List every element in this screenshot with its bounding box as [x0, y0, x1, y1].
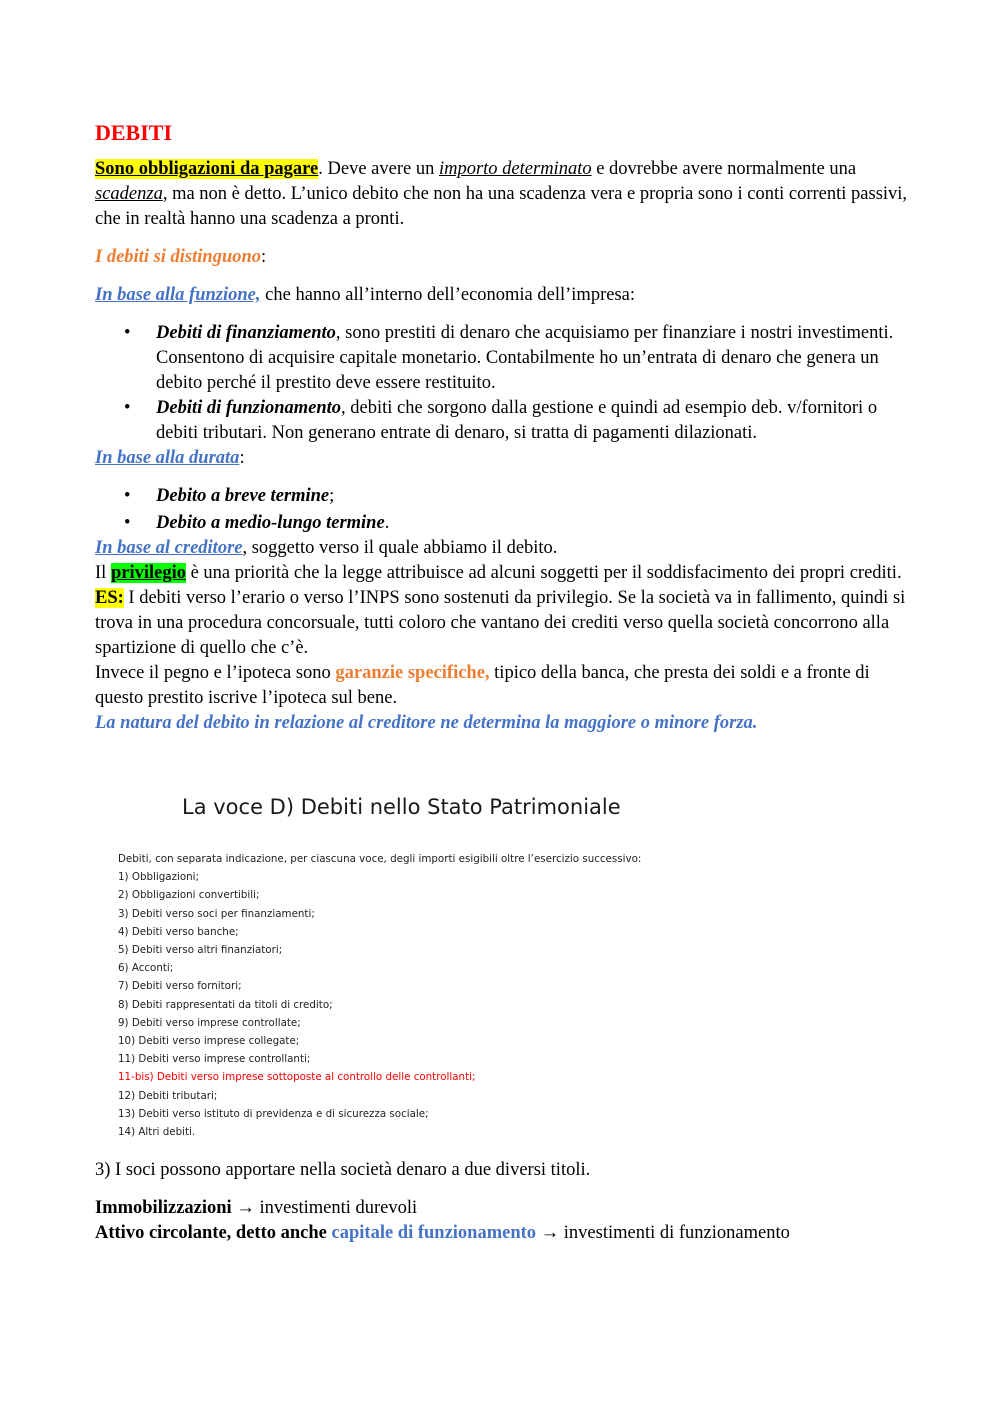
durata-label: In base alla durata	[95, 448, 240, 468]
attivo-line: Attivo circolante, detto anche capitale di funzionamento → investimenti di funzionamento	[95, 1223, 790, 1243]
distinguono-label: I debiti si distinguono	[95, 247, 262, 267]
creditore-heading: In base al creditore, soggetto verso il quale abbiamo il debito.	[95, 538, 558, 558]
importo-term: importo determinato	[438, 159, 592, 179]
arrow-right-icon: →	[540, 1223, 560, 1243]
scadenza-term: scadenza	[95, 184, 163, 204]
bullet-icon: •	[124, 323, 131, 343]
list-item: 12) Debiti tributari;	[118, 1089, 218, 1102]
stato-patrimoniale-image	[118, 792, 678, 1141]
bullet-icon: •	[124, 513, 131, 533]
privilegio-paragraph: Il privilegio è una priorità che la legge attribuisce ad alcuni soggetti per il soddisfacimento dei propri crediti. ES: I debiti verso l’erario o verso l’INPS sono sostenuti da privilegio. Se la società va in fallimento, quindi si trova in una procedura concorsuale, tutti coloro che vantano dei crediti verso quella società concorrono alla spartizione di quello che c’è.	[95, 563, 906, 658]
list-item: • Debito a medio-lungo termine.	[156, 511, 915, 536]
list-item: 6) Acconti;	[118, 962, 174, 975]
durata-list	[95, 484, 915, 536]
list-item: 14) Altri debiti.	[118, 1126, 196, 1139]
intro-paragraph: Sono obbligazioni da pagare. Deve avere un importo determinato e dovrebbe avere normalmente una scadenza, ma non è detto. L’unico debito che non ha una scadenza vera e propria sono i conti correnti passivi, che in realtà hanno una scadenza a pronti.	[95, 159, 908, 229]
bullet-icon: •	[124, 398, 131, 418]
page-title: DEBITI	[95, 120, 173, 145]
garanzie-term: garanzie specifiche,	[335, 663, 490, 683]
list-item: • Debiti di finanziamento, sono prestiti di denaro che acquisiamo per finanziare i nostri investimenti. Consentono di acquisire capitale monetario. Contabilmente ho un’entrata di denaro che genera un debito perché il prestito deve essere restituito.	[124, 323, 894, 393]
capitale-term: capitale di funzionamento	[331, 1223, 537, 1243]
document-body	[95, 118, 915, 736]
list-item: 2) Obbligazioni convertibili;	[118, 889, 260, 902]
highlight-definition: Sono obbligazioni da pagare	[95, 159, 319, 179]
list-item: 11-bis) Debiti verso imprese sottoposte al controllo delle controllanti;	[118, 1071, 476, 1084]
soci-line: 3) I soci possono apportare nella società denaro a due diversi titoli.	[95, 1160, 591, 1180]
conclusion-line: La natura del debito in relazione al creditore ne determina la maggiore o minore forza.	[95, 713, 758, 733]
immobilizzazioni-line: Immobilizzazioni → investimenti durevoli	[95, 1198, 418, 1218]
durata-heading: In base alla durata:	[95, 448, 245, 468]
footer-section	[95, 1158, 915, 1246]
distinguono-line: I debiti si distinguono:	[95, 247, 267, 267]
list-item: 11) Debiti verso imprese controllanti;	[118, 1053, 311, 1066]
funzione-list	[95, 321, 915, 446]
image-intro: Debiti, con separata indicazione, per ciascuna voce, degli importi esigibili oltre l’esercizio successivo:	[118, 853, 642, 865]
list-item: • Debito a breve termine;	[156, 484, 915, 509]
creditore-label: In base al creditore	[95, 538, 243, 558]
list-item: 4) Debiti verso banche;	[118, 925, 239, 938]
list-item: 7) Debiti verso fornitori;	[118, 980, 242, 993]
funzione-label: In base alla funzione,	[95, 285, 261, 305]
list-item: 10) Debiti verso imprese collegate;	[118, 1035, 300, 1048]
es-badge: ES:	[95, 588, 124, 608]
debiti-voci-list	[118, 868, 678, 1141]
list-item: 9) Debiti verso imprese controllate;	[118, 1016, 301, 1029]
list-item: 13) Debiti verso istituto di previdenza e di sicurezza sociale;	[118, 1107, 429, 1120]
funzione-heading: In base alla funzione, che hanno all’interno dell’economia dell’impresa:	[95, 285, 635, 305]
privilegio-term: privilegio	[110, 563, 186, 583]
list-item: 5) Debiti verso altri finanziatori;	[118, 944, 283, 957]
list-item: 1) Obbligazioni;	[118, 871, 200, 884]
list-item: 8) Debiti rappresentati da titoli di credito;	[118, 998, 333, 1011]
garanzie-paragraph: Invece il pegno e l’ipoteca sono garanzie specifiche, tipico della banca, che presta dei soldi e a fronte di questo prestito iscrive l’ipoteca sul bene.	[95, 663, 870, 708]
image-title: La voce D) Debiti nello Stato Patrimoniale	[182, 795, 621, 819]
list-item: 3) Debiti verso soci per finanziamenti;	[118, 907, 315, 920]
list-item: • Debiti di funzionamento, debiti che sorgono dalla gestione e quindi ad esempio deb. v/fornitori o debiti tributari. Non generano entrate di denaro, si tratta di pagamenti dilazionati.	[124, 398, 878, 443]
arrow-right-icon: →	[236, 1198, 255, 1218]
bullet-icon: •	[124, 486, 131, 506]
